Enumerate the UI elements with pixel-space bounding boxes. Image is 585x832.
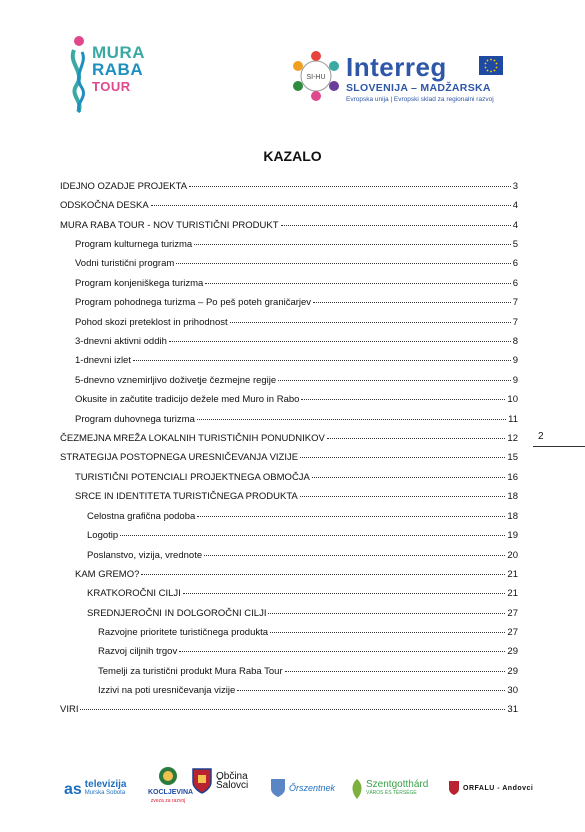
toc-entry-title: Temelji za turistični produkt Mura Raba Tour xyxy=(98,666,283,677)
toc-entry[interactable] xyxy=(60,451,518,464)
toc-entry-page: 30 xyxy=(507,685,518,696)
toc-entry[interactable] xyxy=(98,665,518,678)
toc-leader-dots xyxy=(197,419,506,420)
page-number-rule xyxy=(533,446,585,447)
toc-entry-page: 10 xyxy=(507,394,518,405)
toc-entry[interactable] xyxy=(87,529,518,542)
toc-entry[interactable] xyxy=(75,238,518,251)
toc-entry-title: 1-dnevni izlet xyxy=(75,355,131,366)
toc-entry-title: MURA RABA TOUR - NOV TURISTIČNI PRODUKT xyxy=(60,220,279,231)
toc-entry-page: 6 xyxy=(512,258,518,269)
toc-entry[interactable] xyxy=(60,703,518,716)
orfalu-crest-icon xyxy=(448,780,460,796)
toc-entry-page: 6 xyxy=(512,278,518,289)
toc-entry-page: 27 xyxy=(507,608,518,619)
kocljevina-line2: zveza za razvoj xyxy=(150,798,186,804)
televizija-line1: televizija xyxy=(84,779,127,790)
toc-entry[interactable] xyxy=(60,180,518,193)
toc-entry-title: SREDNJEROČNI IN DOLGOROČNI CILJI xyxy=(87,608,267,619)
toc-leader-dots xyxy=(183,593,506,594)
toc-entry[interactable] xyxy=(60,219,518,232)
kocljevina-emblem-icon xyxy=(157,766,179,786)
toc-entry-title: TURISTIČNI POTENCIALI PROJEKTNEGA OBMOČJA xyxy=(75,472,310,483)
interreg-small-text: Evropska unija | Evropski sklad za regionalni razvoj xyxy=(346,96,494,103)
televizija-text xyxy=(85,780,127,798)
televizija-line2: Murska Sobota xyxy=(84,790,126,796)
toc-entry-title: Program konjeniškega turizma xyxy=(75,278,204,289)
toc-entry-title: VIRI xyxy=(60,704,79,715)
toc-entry-page: 7 xyxy=(512,317,518,328)
salovci-text xyxy=(216,772,248,790)
toc-entry[interactable] xyxy=(75,335,518,348)
toc-entry-title: ODSKOČNA DESKA xyxy=(60,200,149,211)
orfalu-text: ORFALU - Andovci xyxy=(463,784,534,792)
toc-entry-title: Program duhovnega turizma xyxy=(75,414,195,425)
page-title: KAZALO xyxy=(263,148,322,164)
toc-entry-page: 15 xyxy=(507,452,518,463)
toc-leader-dots xyxy=(237,690,505,691)
eu-flag-icon xyxy=(479,56,503,75)
toc-leader-dots xyxy=(270,632,505,633)
toc-entry[interactable] xyxy=(75,354,518,367)
toc-entry-title: Poslanstvo, vizija, vrednote xyxy=(87,550,203,561)
kocljevina-logo xyxy=(148,766,194,806)
toc-entry[interactable] xyxy=(98,684,518,697)
toc-entry-title: 3-dnevni aktivni oddih xyxy=(75,336,167,347)
kocljevina-line1: KOCLJEVINA xyxy=(148,789,194,796)
logo-line-mura: MURA xyxy=(92,43,145,62)
toc-entry-page: 12 xyxy=(507,433,518,444)
toc-entry-page: 18 xyxy=(507,511,518,522)
toc-entry[interactable] xyxy=(75,413,518,426)
toc-leader-dots xyxy=(281,225,511,226)
toc-entry[interactable] xyxy=(87,587,518,600)
logo-line-tour: TOUR xyxy=(92,79,131,94)
toc-entry-title: Pohod skozi preteklost in prihodnost xyxy=(75,317,228,328)
logo-line-raba: RABA xyxy=(92,60,144,79)
toc-entry-title: ČEZMEJNA MREŽA LOKALNIH TURISTIČNIH PONUDNIKOV xyxy=(60,433,325,444)
orfalu-logo xyxy=(448,780,533,796)
toc-entry-page: 19 xyxy=(507,530,518,541)
interreg-wordmark: Interreg xyxy=(346,52,447,82)
toc-leader-dots xyxy=(301,399,505,400)
page-number: 2 xyxy=(538,431,544,442)
toc-entry-page: 18 xyxy=(507,491,518,502)
mura-raba-tour-logo xyxy=(66,34,156,114)
toc-entry[interactable] xyxy=(60,432,518,445)
televizija-logo xyxy=(64,780,127,798)
toc-leader-dots xyxy=(141,574,505,575)
toc-leader-dots xyxy=(268,613,505,614)
toc-leader-dots xyxy=(189,186,511,187)
toc-leader-dots xyxy=(312,477,506,478)
toc-leader-dots xyxy=(205,283,510,284)
toc-entry[interactable] xyxy=(75,393,518,406)
toc-leader-dots xyxy=(278,380,511,381)
salovci-line2: Šalovci xyxy=(216,780,249,791)
interreg-subtitle: SLOVENIJA – MADŽARSKA xyxy=(346,82,491,94)
toc-leader-dots xyxy=(194,244,510,245)
toc-entry-page: 9 xyxy=(512,375,518,386)
mura-raba-tour-figure-icon xyxy=(66,34,92,114)
toc-leader-dots xyxy=(204,555,505,556)
toc-entry[interactable] xyxy=(75,568,518,581)
footer-logos xyxy=(0,760,585,810)
toc-entry-page: 7 xyxy=(512,297,518,308)
toc-leader-dots xyxy=(151,205,511,206)
toc-entry-title: Celostna grafična podoba xyxy=(87,511,196,522)
toc-entry-title: KRATKOROČNI CILJI xyxy=(87,588,181,599)
toc-entry-title: Razvojne prioritete turističnega produkta xyxy=(98,627,269,638)
toc-leader-dots xyxy=(120,535,505,536)
toc-entry[interactable] xyxy=(75,296,518,309)
toc-entry-title: SRCE IN IDENTITETA TURISTIČNEGA PRODUKTA xyxy=(75,491,298,502)
toc-entry-page: 16 xyxy=(507,472,518,483)
toc-entry[interactable] xyxy=(75,471,518,484)
toc-entry-title: Vodni turistični program xyxy=(75,258,175,269)
toc-entry-title: Program kulturnega turizma xyxy=(75,239,193,250)
toc-entry[interactable] xyxy=(75,374,518,387)
toc-leader-dots xyxy=(285,671,506,672)
interreg-people-circle-icon xyxy=(290,50,342,102)
toc-entry-page: 9 xyxy=(512,355,518,366)
toc-entry[interactable] xyxy=(75,277,518,290)
toc-entry-page: 29 xyxy=(507,666,518,677)
orszentnek-crest-icon xyxy=(270,778,286,798)
toc-entry-page: 21 xyxy=(507,588,518,599)
toc-entry[interactable] xyxy=(98,645,518,658)
si-hu-text: SI-HU xyxy=(306,74,326,81)
toc-entry-page: 4 xyxy=(512,200,518,211)
orszentnek-text: Őrszentnek xyxy=(289,782,336,793)
toc-leader-dots xyxy=(300,496,506,497)
toc-entry-title: Logotip xyxy=(87,530,119,541)
toc-leader-dots xyxy=(133,360,511,361)
toc-entry-title: STRATEGIJA POSTOPNEGA URESNIČEVANJA VIZIJE xyxy=(60,452,299,463)
toc-entry-page: 3 xyxy=(512,181,518,192)
toc-entry-page: 11 xyxy=(508,414,518,425)
toc-entry-page: 27 xyxy=(507,627,518,638)
toc-entry-title: KAM GREMO? xyxy=(75,569,140,580)
mura-raba-tour-wordmark xyxy=(92,44,145,95)
szentgotthard-text xyxy=(366,780,428,798)
toc-entry-title: Program pohodnega turizma – Po peš poteh graničarjev xyxy=(75,297,312,308)
toc-leader-dots xyxy=(179,651,505,652)
toc-entry[interactable] xyxy=(75,490,518,503)
toc-entry[interactable] xyxy=(75,257,518,270)
toc-leader-dots xyxy=(169,341,511,342)
toc-leader-dots xyxy=(313,302,511,303)
toc-entry-page: 29 xyxy=(507,646,518,657)
szentgotthard-line1: Szentgotthárd xyxy=(366,779,429,790)
toc-entry-title: Okusite in začutite tradicijo dežele med Muro in Rabo xyxy=(75,394,300,405)
toc-leader-dots xyxy=(230,322,511,323)
toc-leader-dots xyxy=(80,709,505,710)
toc-entry[interactable] xyxy=(75,316,518,329)
orszentnek-logo xyxy=(270,778,335,798)
toc-entry-title: Razvoj ciljnih trgov xyxy=(98,646,178,657)
toc-leader-dots xyxy=(197,516,505,517)
toc-entry-page: 5 xyxy=(512,239,518,250)
toc-entry-page: 20 xyxy=(507,550,518,561)
toc-leader-dots xyxy=(176,263,510,264)
szentgotthard-line2: VÁROS ÉS TÉRSÉGE xyxy=(366,790,417,796)
toc-entry-title: 5-dnevno vznemirljivo doživetje čezmejne regije xyxy=(75,375,277,386)
toc-entry-page: 21 xyxy=(507,569,518,580)
as-tv-icon: as xyxy=(64,780,82,798)
toc-entry-page: 31 xyxy=(507,704,518,715)
toc-entry[interactable] xyxy=(87,549,518,562)
toc-entry[interactable] xyxy=(87,510,518,523)
toc-entry-page: 8 xyxy=(512,336,518,347)
toc-entry-title: IDEJNO OZADJE PROJEKTA xyxy=(60,181,188,192)
salovci-line1: Občina xyxy=(216,771,248,782)
szentgotthard-logo xyxy=(350,778,428,800)
toc-entry[interactable] xyxy=(60,199,518,212)
interreg-logo xyxy=(290,50,520,110)
toc-entry-page: 4 xyxy=(512,220,518,231)
salovci-coat-of-arms-icon xyxy=(192,768,212,794)
toc-entry[interactable] xyxy=(98,626,518,639)
salovci-logo xyxy=(192,768,248,794)
toc-entry[interactable] xyxy=(87,607,518,620)
toc-leader-dots xyxy=(300,457,505,458)
toc-entry-title: Izzivi na poti uresničevanja vizije xyxy=(98,685,236,696)
toc-leader-dots xyxy=(327,438,506,439)
szentgotthard-leaf-icon xyxy=(350,778,364,800)
